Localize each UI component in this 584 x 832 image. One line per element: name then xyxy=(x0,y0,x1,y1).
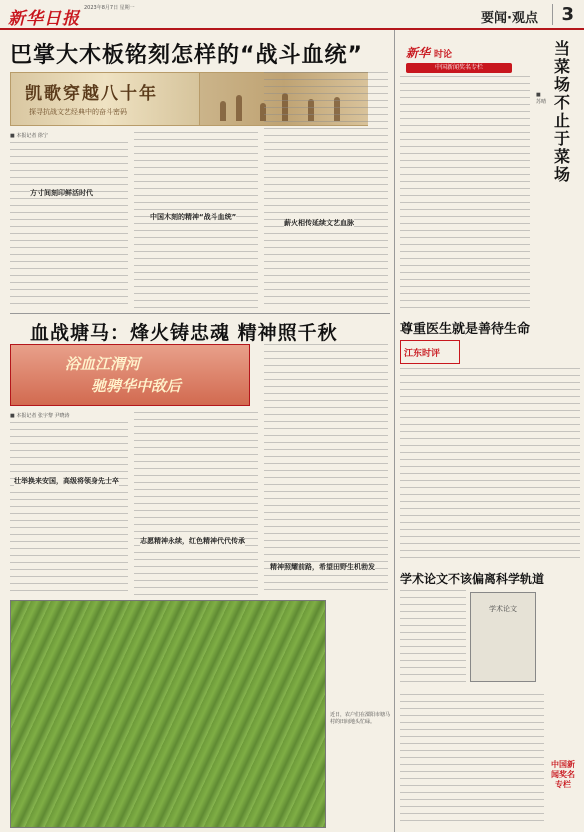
sidebar-body-2 xyxy=(400,368,580,564)
section-divider xyxy=(10,313,390,314)
banner-subtitle: 探寻抗战文艺经典中的奋斗密码 xyxy=(29,108,127,116)
article2-byline: ■ 本报记者 张宇黎 尹晓涛 xyxy=(10,413,70,419)
section-title: 要闻·观点 xyxy=(481,11,538,26)
article1-subhead-3: 薪火相传延续文艺血脉 xyxy=(284,219,354,227)
times-title[interactable]: 当菜场不止于菜场 xyxy=(553,39,570,184)
sidebar-headline-2[interactable]: 尊重医生就是善待生命 xyxy=(400,322,531,337)
article1-headline[interactable]: 巴掌大木板铭刻怎样的“战斗血统” xyxy=(10,43,363,68)
times-body xyxy=(400,76,530,310)
article2-column-1 xyxy=(10,422,128,596)
article1-column-1 xyxy=(10,142,128,308)
masthead xyxy=(0,0,584,30)
award-badge: 中国新闻奖名专栏 xyxy=(406,63,512,73)
page-number: 3 xyxy=(552,4,574,25)
newspaper-logo: 新华日报 xyxy=(8,9,80,29)
article1-subhead-2: 中国木刻的精神“战斗血统” xyxy=(150,213,237,221)
thesis-image-label: 学术论文 xyxy=(489,605,517,613)
article2-column-3 xyxy=(264,344,388,596)
article1-banner xyxy=(10,72,200,126)
article1-byline: ■ 本报记者 徐宁 xyxy=(10,133,48,139)
award-brand: 中国新闻奖名专栏 xyxy=(551,760,575,789)
farm-field-photo xyxy=(10,600,326,828)
times-author: ■ 苏晴 xyxy=(536,92,547,105)
article2-subhead-2: 志愿精神永续，红色精神代代传承 xyxy=(140,537,245,545)
article2-subhead-3: 精神照耀前路，希望田野生机勃发 xyxy=(270,563,375,571)
sidebar-body-3a xyxy=(400,590,466,688)
commentary-title: 江东时评 xyxy=(404,349,441,359)
article1-subhead-1: 方寸间刻印鲜活时代 xyxy=(30,189,93,197)
times-label: 时论 xyxy=(434,50,453,60)
photo-caption: 近日，农户们在溧阳市塘马村的田间地头忙碌。 xyxy=(330,712,391,725)
block-title-1: 浴血江渭河 xyxy=(65,355,141,373)
article2-title-block xyxy=(10,344,250,406)
masthead-date: 2023年8月7日 星期一 xyxy=(84,5,135,11)
article1-column-3 xyxy=(264,72,388,308)
sidebar-body-3b xyxy=(400,694,544,826)
article2-subhead-1: 壮举换来安国，高级将领身先士卒 xyxy=(14,477,119,485)
block-title-2: 驰骋华中敌后 xyxy=(91,377,182,395)
banner-title: 凯歌穿越八十年 xyxy=(25,84,158,104)
article2-column-2 xyxy=(134,412,258,596)
times-logo: 新华 xyxy=(406,46,431,60)
article2-headline[interactable]: 血战塘马：烽火铸忠魂 精神照千秋 xyxy=(30,322,338,344)
times-column-header xyxy=(406,42,516,73)
sidebar-headline-3[interactable]: 学术论文不该偏离科学轨道 xyxy=(400,572,545,586)
